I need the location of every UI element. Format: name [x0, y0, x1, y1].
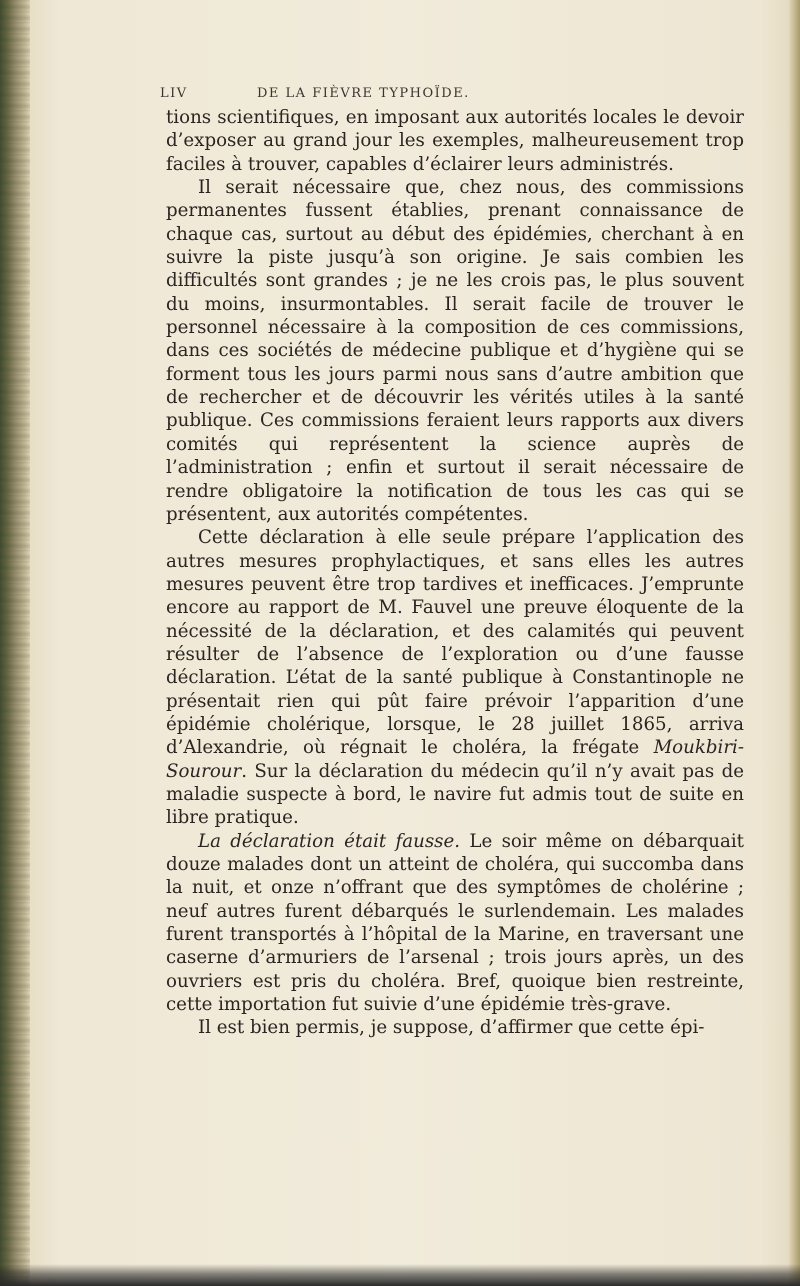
paragraph-declaration-end: . Sur la déclaration du médecin qu’il n’y avait pas de maladie suspecte à bord, le navire fut admis tout de suite en libre pratique.	[166, 760, 744, 829]
running-title: DE LA FIÈVRE TYPHOÏDE.	[257, 86, 470, 101]
ship-name: Moukbiri-Sourour	[166, 737, 744, 782]
paragraph-commissions: Il serait nécessaire que, chez nous, des commissions permanentes fussent établies, prenant connaissance de chaque cas, surtout au début des épidémies, cherchant à en suivre la piste jusqu’à son origine. Je sais combien les difficultés sont grandes ; je ne les crois pas, le plus souvent du moins, insurmontables. Il serait facile de trouver le personnel nécessaire à la composition de ces commissions, dans ces sociétés de médecine publique et d’hygiène qui se forment tous les jours parmi nous sans d’autre ambition que de rechercher et de découvrir les vérités utiles à la santé publique. Ces commissions feraient leurs rapports aux divers comités qui représentent la science auprès de l’administration ; enfin et surtout il serait nécessaire de rendre obligatoire la notification de tous les cas qui se présentent, aux autorités compétentes.	[166, 177, 744, 525]
page-right-edge	[788, 0, 800, 1286]
italic-lead: La déclaration était fausse.	[198, 830, 461, 852]
paragraph-declaration	[166, 526, 744, 829]
body-text	[166, 106, 744, 1040]
paragraph-false-declaration	[166, 830, 744, 1017]
page-bottom-shadow	[0, 1264, 800, 1286]
paragraph-final: Il est bien permis, je suppose, d’affirmer que cette épi-	[198, 1017, 705, 1039]
paragraph-declaration-text: Cette déclaration à elle seule prépare l’application des autres mesures prophylactiques, et sans elles les autres mesures peuvent être trop tardives et inefficaces. J’emprunte encore au rapport de M. Fauvel une preuve éloquente de la nécessité de la déclaration, et des calamités qui peuvent résulter de l’absence de l’exploration ou d’une fausse déclaration. L’état de la santé publique à Constantinople ne présentait rien qui pût faire prévoir l’apparition d’une épidémie cholérique, lorsque, le 28 juillet 1865, arriva d’Alexandrie, où régnait le choléra, la frégate	[166, 527, 744, 759]
binding-gutter	[0, 0, 30, 1286]
paragraph-false-declaration-text: Le soir même on débarquait douze malades dont un atteint de choléra, qui succomba dans la nuit, et onze n’offrant que des symptômes de cholérine ; neuf autres furent débarqués le surlendemain. Les malades furent transportés à l’hôpital de la Marine, en traversant une caserne d’armuriers de l’arsenal ; trois jours après, un des ouvriers est pris du choléra. Bref, quoique bien restreinte, cette importation fut suivie d’une épidémie très-grave.	[166, 830, 744, 1016]
paragraph-continued: tions scientifiques, en imposant aux autorités locales le devoir d’exposer au grand jour les exemples, malheureusement trop faciles à trouver, capables d’éclairer leurs administrés.	[166, 107, 744, 175]
page-number: LIV	[160, 86, 188, 101]
